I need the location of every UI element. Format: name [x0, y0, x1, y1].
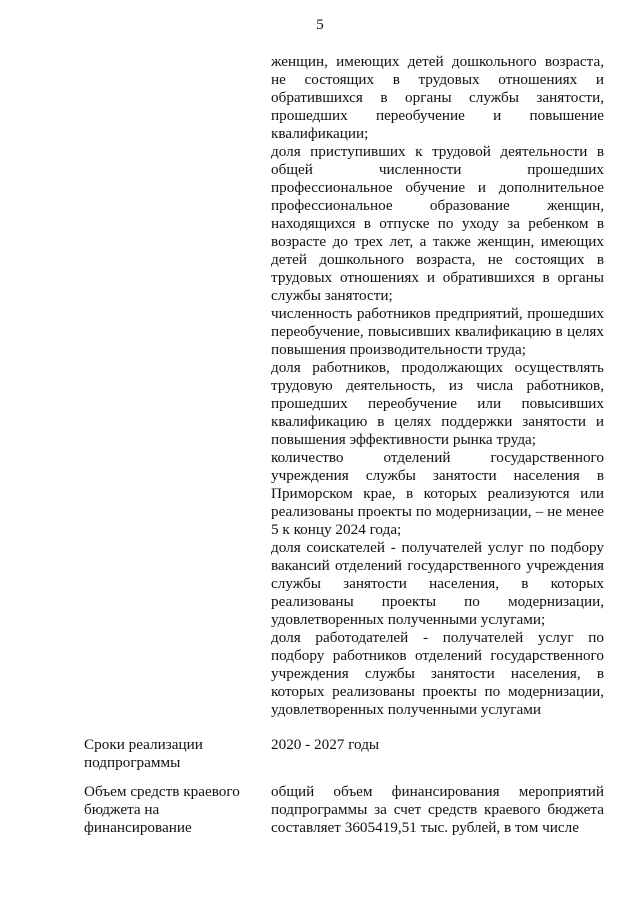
indicator-item: доля приступивших к трудовой деятельности в общей численности прошедших профессиональное обучение и дополнительное профессиональное образование женщин, находящихся в отпуске по уходу за ребенком в возрасте до трех лет, а также женщин, имеющих детей дошкольного возраста, не состоящих в трудовых отношениях и обратившихся в органы службы занятости;: [271, 143, 604, 304]
indicator-item: доля соискателей - получателей услуг по подбору вакансий отделений государственного учреждения службы занятости населения, в которых реализованы проекты по модернизации, удовлетворенных полученными услугами;: [271, 539, 604, 628]
indicator-item: доля работодателей - получателей услуг по подбору работников отделений государственного учреждения службы занятости населения, в которых реализованы проекты по модернизации, удовлетворенных полученными услугами: [271, 629, 604, 718]
budget-label: Объем средств краевого бюджета на финансирование: [84, 783, 240, 836]
indicators-list: [271, 53, 604, 719]
indicator-item: количество отделений государственного учреждения службы занятости населения в Приморском крае, в которых реализуются или реализованы проекты по модернизации, – не менее 5 к концу 2024 года;: [271, 449, 604, 538]
indicator-item: женщин, имеющих детей дошкольного возраста, не состоящих в трудовых отношениях и обратившихся в органы службы занятости, прошедших переобучение и повышение квалификации;: [271, 53, 604, 142]
page-number: 5: [316, 17, 324, 33]
indicator-item: численность работников предприятий, прошедших переобучение, повысивших квалификацию в целях повышения производительности труда;: [271, 305, 604, 358]
period-value: 2020 - 2027 годы: [271, 736, 380, 753]
indicator-item: доля работников, продолжающих осуществлять трудовую деятельность, из числа работников, прошедших переобучение или повысивших квалификацию в целях поддержки занятости и повышения эффективности рынка труда;: [271, 359, 604, 448]
budget-value: общий объем финансирования мероприятий подпрограммы за счет средств краевого бюджета составляет 3605419,51 тыс. рублей, в том числе: [271, 783, 604, 836]
period-label: Сроки реализации подпрограммы: [84, 736, 203, 771]
